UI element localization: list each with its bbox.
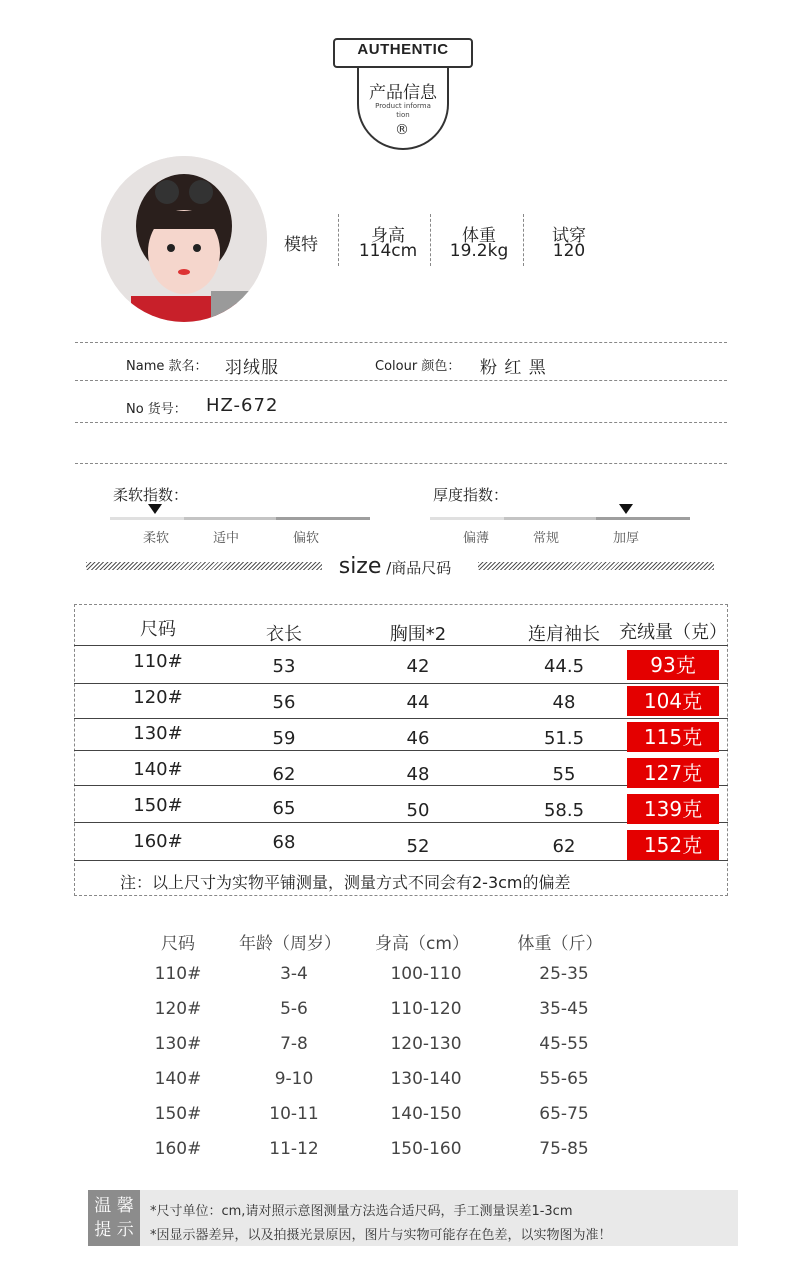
table-cell: 110# (133, 651, 183, 672)
size-header: 连肩袖长 (528, 624, 600, 645)
thickness-bar-segment (596, 517, 690, 520)
softness-bar-segment (184, 517, 276, 520)
height-value: 114cm (358, 241, 418, 261)
age-cell: 65-75 (539, 1104, 589, 1124)
table-rule (74, 683, 728, 684)
model-label: 模特 (284, 235, 318, 255)
age-cell: 3-4 (280, 964, 308, 984)
model-avatar (101, 156, 267, 322)
table-cell: 46 (406, 728, 430, 749)
table-cell: 130# (133, 723, 183, 744)
size-header: 尺码 (140, 619, 176, 640)
age-cell: 9-10 (274, 1069, 314, 1089)
age-header: 尺码 (161, 934, 195, 954)
tips-line: *因显示器差异，以及拍摄光景原因，图片与实物可能存在色差，以实物图为准！ (150, 1228, 612, 1243)
table-rule (74, 860, 728, 861)
table-cell: 56 (272, 692, 296, 713)
fill-weight-badge: 127克 (627, 758, 719, 788)
divider (75, 380, 727, 381)
tips-label-line: 温 馨 (94, 1196, 134, 1216)
separator (338, 214, 339, 266)
size-header: 衣长 (266, 624, 302, 645)
table-cell: 68 (272, 832, 296, 853)
age-header: 年龄（周岁） (239, 934, 341, 954)
badge-ribbon-text: AUTHENTIC (357, 41, 449, 58)
table-cell: 150# (133, 795, 183, 816)
age-cell: 150# (154, 1104, 202, 1124)
divider (75, 463, 727, 464)
table-cell: 55 (552, 764, 576, 785)
fill-weight-badge: 152克 (627, 830, 719, 860)
badge-title: 产品信息 (369, 83, 437, 103)
age-cell: 7-8 (280, 1034, 308, 1054)
age-cell: 140# (154, 1069, 202, 1089)
badge-subtitle: Product informa tion (375, 102, 431, 119)
table-cell: 62 (552, 836, 576, 857)
age-cell: 35-45 (539, 999, 589, 1019)
weight-value: 19.2kg (449, 241, 509, 261)
age-cell: 120-130 (390, 1034, 462, 1054)
age-cell: 11-12 (269, 1139, 319, 1159)
measurement-note: 注：以上尺寸为实物平铺测量，测量方式不同会有2-3cm的偏差 (120, 873, 571, 892)
table-cell: 65 (272, 798, 296, 819)
thickness-bar-segment (430, 517, 504, 520)
table-cell: 52 (406, 836, 430, 857)
age-cell: 100-110 (390, 964, 462, 984)
table-cell: 58.5 (543, 800, 585, 821)
size-header: 胸围*2 (389, 624, 447, 645)
colour-label: Colour 颜色： (375, 359, 461, 374)
table-cell: 59 (272, 728, 296, 749)
table-cell: 42 (406, 656, 430, 677)
age-cell: 110# (154, 964, 202, 984)
authentic-badge (333, 32, 473, 154)
age-cell: 10-11 (269, 1104, 319, 1124)
table-cell: 53 (272, 656, 296, 677)
age-cell: 150-160 (390, 1139, 462, 1159)
table-cell: 48 (552, 692, 576, 713)
name-label: Name 款名： (126, 359, 208, 374)
tips-line: *尺寸单位：cm,请对照示意图测量方法选合适尺码，手工测量误差1-3cm (150, 1204, 573, 1219)
softness-bar-segment (110, 517, 184, 520)
item-no-value: HZ-672 (206, 395, 279, 416)
softness-pointer-icon (148, 504, 162, 514)
age-cell: 130-140 (390, 1069, 462, 1089)
thickness-bar-segment (504, 517, 596, 520)
age-cell: 55-65 (539, 1069, 589, 1089)
age-cell: 160# (154, 1139, 202, 1159)
softness-option: 偏软 (292, 531, 319, 546)
table-cell: 50 (406, 800, 430, 821)
table-rule (74, 718, 728, 719)
thickness-option: 偏薄 (462, 531, 489, 546)
softness-option: 适中 (212, 531, 239, 546)
tryon-label: 试穿 (552, 226, 586, 246)
table-rule (74, 645, 728, 646)
age-cell: 5-6 (280, 999, 308, 1019)
size-header: 充绒量（克） (619, 622, 727, 643)
age-header: 体重（斤） (517, 934, 603, 954)
fill-weight-badge: 104克 (627, 686, 719, 716)
table-cell: 51.5 (543, 728, 585, 749)
thickness-title: 厚度指数： (433, 486, 509, 504)
tryon-value: 120 (552, 241, 586, 261)
age-cell: 25-35 (539, 964, 589, 984)
fill-weight-badge: 115克 (627, 722, 719, 752)
divider (75, 342, 727, 343)
age-cell: 120# (154, 999, 202, 1019)
table-cell: 44 (406, 692, 430, 713)
thickness-pointer-icon (619, 504, 633, 514)
age-cell: 130# (154, 1034, 202, 1054)
softness-title: 柔软指数： (113, 486, 189, 504)
name-value: 羽绒服 (225, 358, 279, 378)
colour-value: 粉 红 黑 (480, 358, 547, 378)
registered-mark: ® (395, 122, 409, 138)
table-cell: 140# (133, 759, 183, 780)
thickness-option: 加厚 (612, 531, 639, 546)
age-cell: 75-85 (539, 1139, 589, 1159)
tips-label-line: 提 示 (94, 1220, 134, 1240)
size-heading (0, 554, 790, 579)
softness-option: 柔软 (142, 531, 169, 546)
softness-bar-segment (276, 517, 370, 520)
fill-weight-badge: 93克 (627, 650, 719, 680)
tips-label-box (88, 1190, 140, 1246)
table-cell: 160# (133, 831, 183, 852)
age-header: 身高（cm） (375, 934, 469, 954)
table-cell: 120# (133, 687, 183, 708)
thickness-option: 常规 (532, 531, 559, 546)
separator (430, 214, 431, 266)
weight-label: 体重 (462, 226, 496, 246)
item-no-label: No 货号： (126, 402, 187, 417)
height-label: 身高 (371, 226, 405, 246)
age-cell: 140-150 (390, 1104, 462, 1124)
age-cell: 110-120 (390, 999, 462, 1019)
size-heading-small: /商品尺码 (386, 559, 452, 577)
fill-weight-badge: 139克 (627, 794, 719, 824)
size-heading-big: size (338, 554, 382, 579)
table-cell: 44.5 (543, 656, 585, 677)
table-cell: 62 (272, 764, 296, 785)
table-cell: 48 (406, 764, 430, 785)
age-cell: 45-55 (539, 1034, 589, 1054)
divider (75, 422, 727, 423)
